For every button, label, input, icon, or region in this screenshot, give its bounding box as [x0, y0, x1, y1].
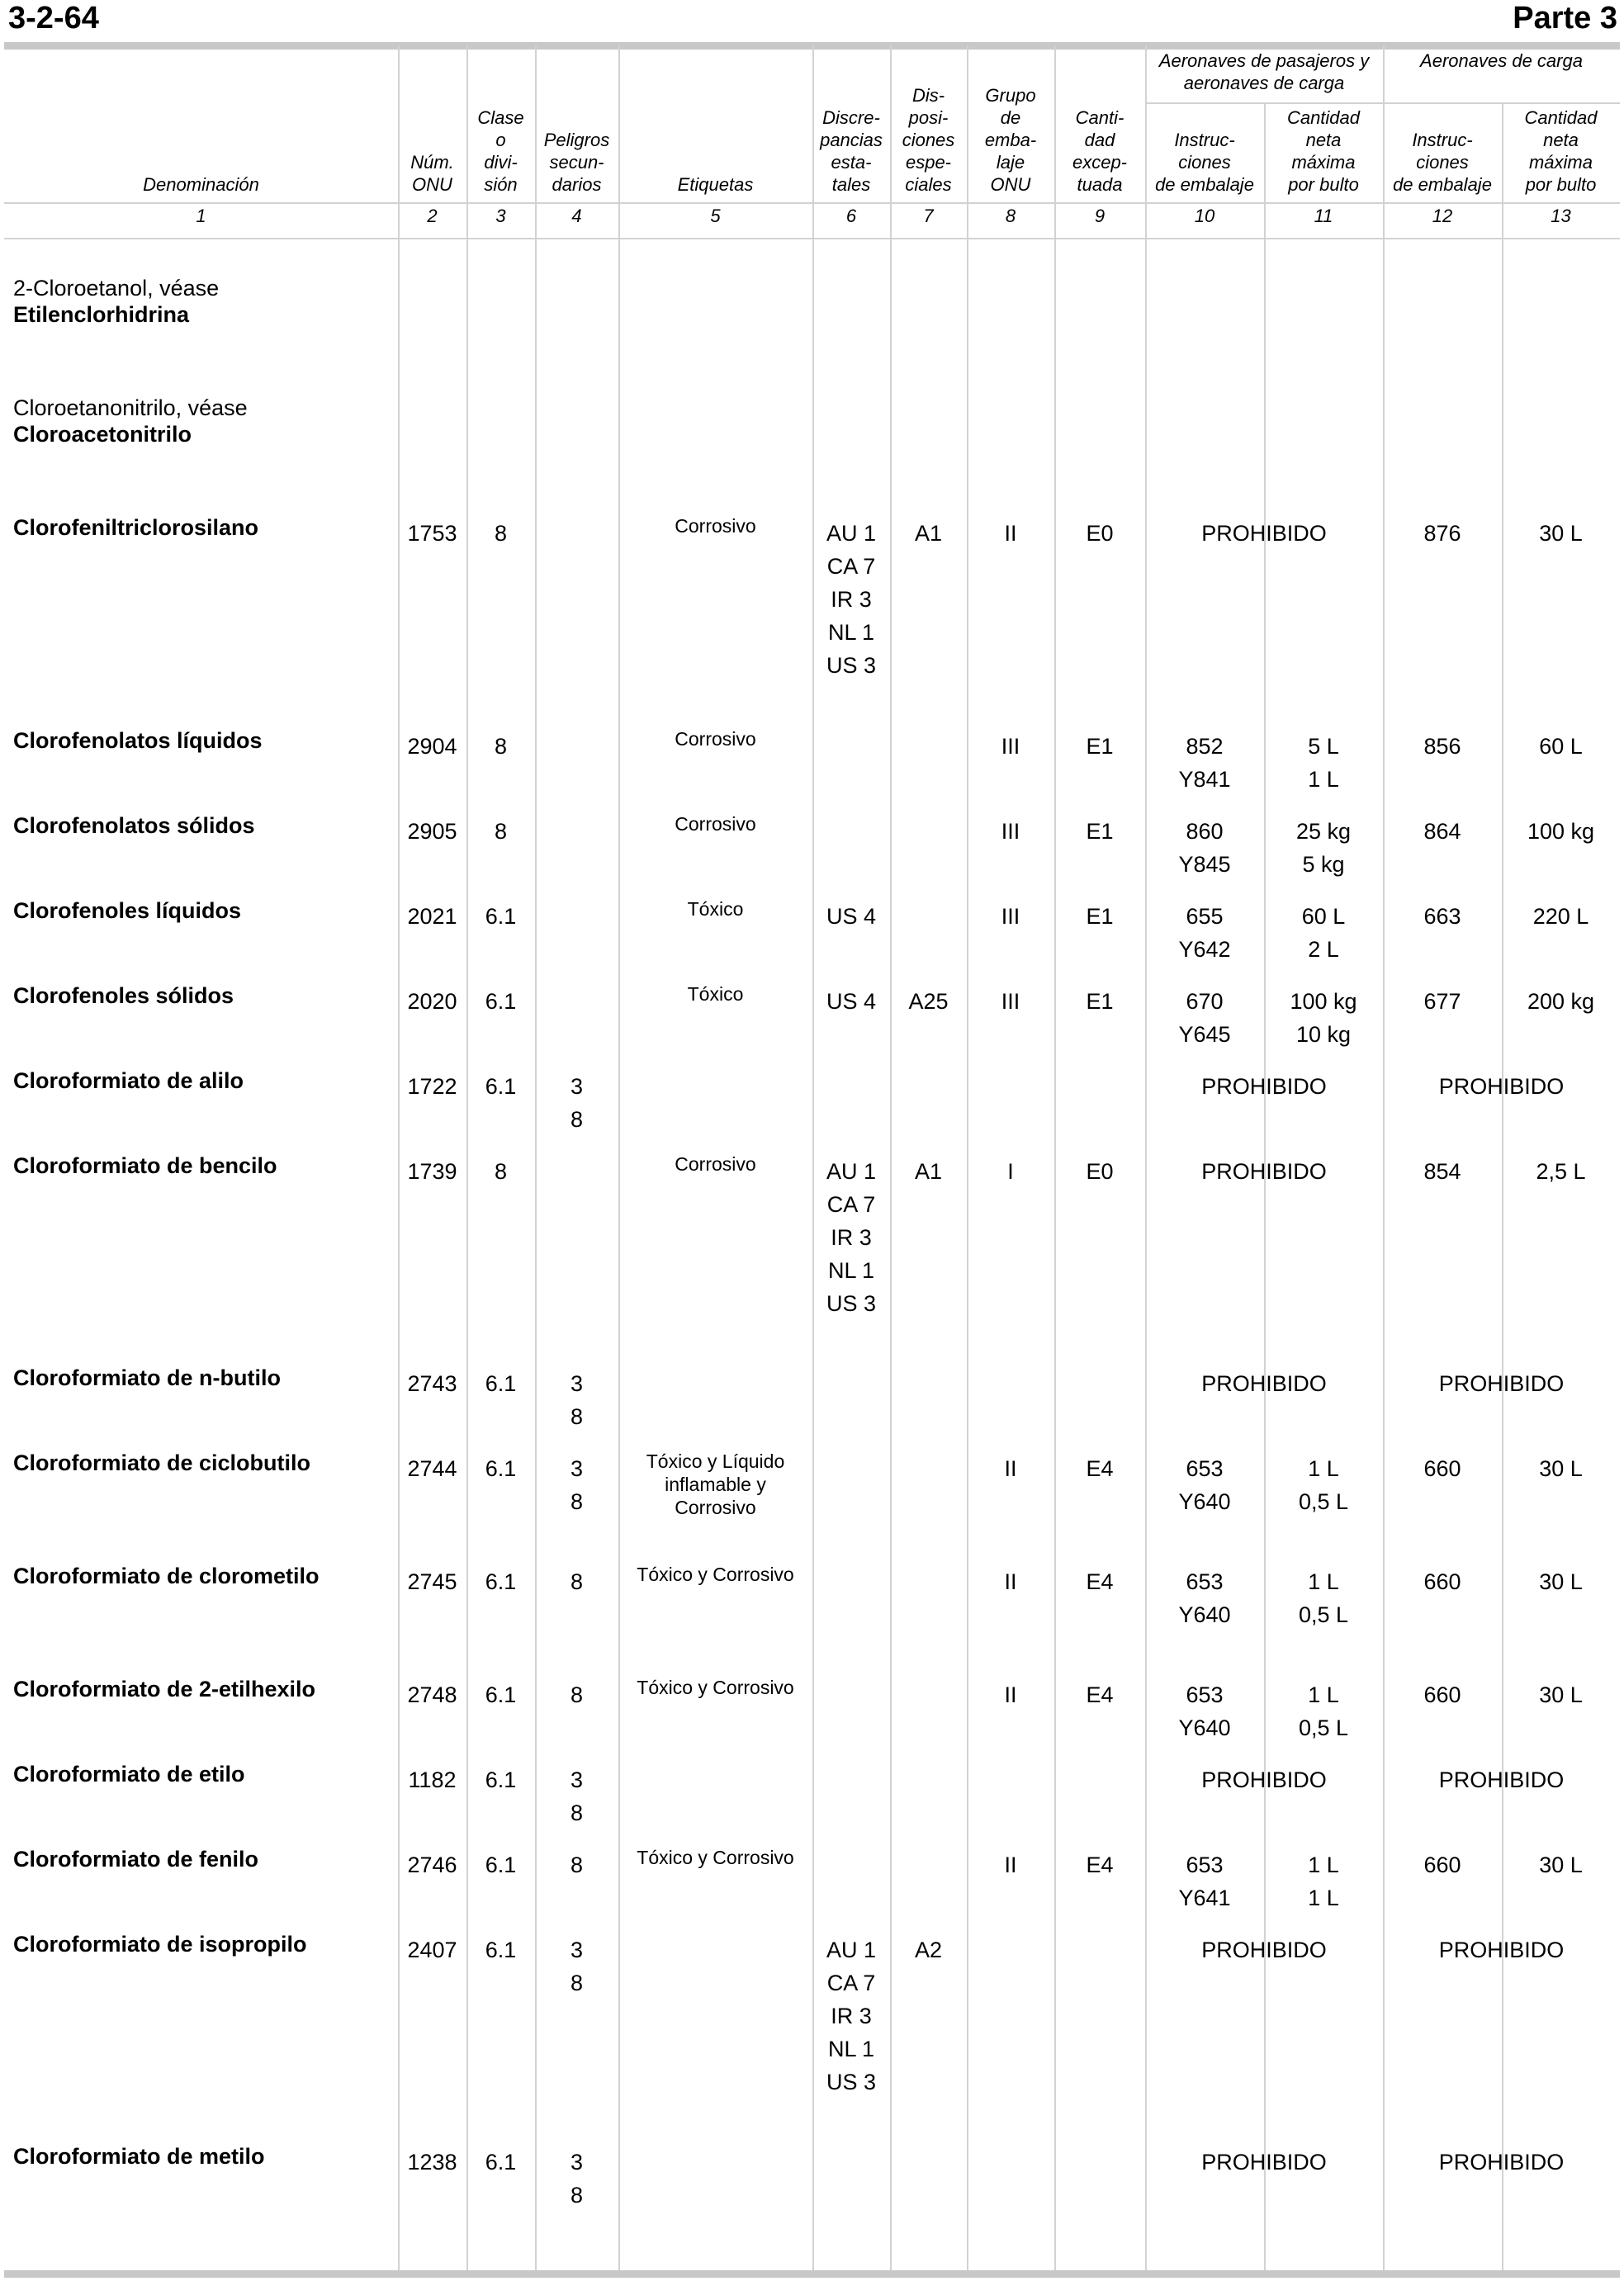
column-number-13: 13 [1551, 206, 1571, 226]
column-number-9: 9 [1094, 206, 1106, 226]
subsidiary-hazard: 3 8 [570, 1074, 584, 1132]
column-divider [618, 45, 620, 2272]
class-division: 6.1 [485, 1768, 517, 1792]
column-header-7: Dis- posi- ciones espe- ciales [902, 85, 955, 195]
cargo-packing-instruction: 856 [1423, 734, 1461, 759]
passenger-max-quantity: 25 kg 5 kg [1295, 819, 1352, 877]
column-header-1: Denominación [143, 174, 259, 195]
hazard-label: Tóxico y Líquido inflamable y Corrosivo [646, 1450, 785, 1518]
class-division: 6.1 [485, 1938, 517, 1962]
cargo-packing-instruction: 660 [1423, 1682, 1461, 1707]
cargo-prohibited: PROHIBIDO [1438, 1938, 1565, 1962]
subsidiary-hazard: 3 8 [570, 1456, 584, 1514]
packing-group: III [1001, 734, 1020, 759]
group-header-divider [1145, 102, 1620, 104]
column-header-3: Clase o divi- sión [477, 107, 524, 195]
cargo-max-quantity: 30 L [1539, 1682, 1583, 1707]
passenger-max-quantity: 60 L 2 L [1301, 904, 1346, 962]
packing-group: II [1004, 521, 1017, 546]
reference-text: 2-Cloroetanol, véase [13, 276, 220, 301]
cargo-max-quantity: 30 L [1539, 1853, 1583, 1877]
column-number-12: 12 [1432, 206, 1453, 226]
cargo-packing-instruction: 677 [1423, 989, 1461, 1014]
column-number-11: 11 [1314, 206, 1333, 226]
cargo-prohibited: PROHIBIDO [1438, 1768, 1565, 1792]
class-division: 8 [494, 1159, 508, 1184]
special-provisions: A2 [914, 1938, 943, 1962]
reference-target[interactable]: Etilenclorhidrina [13, 302, 190, 327]
passenger-max-quantity: 1 L 1 L [1308, 1853, 1339, 1910]
excepted-quantity: E1 [1086, 989, 1114, 1014]
part-title: Parte 3 [1513, 1, 1617, 35]
class-division: 8 [494, 521, 508, 546]
column-header-10: Instruc- ciones de embalaje [1155, 130, 1254, 195]
cargo-prohibited: PROHIBIDO [1438, 1371, 1565, 1396]
column-number-6: 6 [845, 206, 857, 226]
substance-name: Cloroformiato de etilo [13, 1762, 245, 1786]
column-number-8: 8 [1005, 206, 1016, 226]
reference-text: Cloroetanonitrilo, véase [13, 395, 248, 420]
un-number: 2021 [407, 904, 457, 929]
hazard-label: Corrosivo [675, 515, 756, 537]
reference-entry [13, 275, 219, 328]
un-number: 2905 [407, 819, 457, 844]
un-number: 2746 [407, 1853, 457, 1877]
un-number: 1722 [407, 1074, 457, 1099]
substance-name: Cloroformiato de 2-etilhexilo [13, 1677, 316, 1701]
subsidiary-hazard: 3 8 [570, 1768, 584, 1825]
substance-name: Cloroformiato de metilo [13, 2144, 265, 2169]
excepted-quantity: E4 [1086, 1682, 1114, 1707]
cargo-max-quantity: 30 L [1539, 1569, 1583, 1594]
substance-name: Cloroformiato de ciclobutilo [13, 1450, 311, 1475]
class-division: 8 [494, 734, 508, 759]
passenger-packing-instruction: 653 Y640 [1178, 1456, 1231, 1514]
substance-name: Cloroformiato de alilo [13, 1068, 244, 1093]
column-number-2: 2 [427, 206, 438, 226]
packing-group: II [1004, 1456, 1017, 1481]
cargo-max-quantity: 60 L [1539, 734, 1583, 759]
special-provisions: A1 [914, 1159, 943, 1184]
passenger-packing-instruction: 653 Y641 [1178, 1853, 1231, 1910]
passenger-max-quantity: 100 kg 10 kg [1290, 989, 1357, 1047]
excepted-quantity: E0 [1086, 521, 1114, 546]
cargo-max-quantity: 30 L [1539, 1456, 1583, 1481]
state-variations: AU 1 CA 7 IR 3 NL 1 US 3 [826, 1159, 877, 1316]
hazard-label: Tóxico y Corrosivo [637, 1847, 794, 1868]
excepted-quantity: E4 [1086, 1853, 1114, 1877]
passenger-max-quantity: 1 L 0,5 L [1298, 1569, 1349, 1627]
passenger-prohibited: PROHIBIDO [1201, 1371, 1327, 1396]
substance-name: Clorofenoles líquidos [13, 898, 242, 923]
cargo-packing-instruction: 864 [1423, 819, 1461, 844]
column-header-12: Instruc- ciones de embalaje [1393, 130, 1492, 195]
substance-name: Clorofenoles sólidos [13, 983, 234, 1008]
packing-group: I [1007, 1159, 1014, 1184]
bottom-rule [4, 2270, 1620, 2278]
class-division: 6.1 [485, 1456, 517, 1481]
class-division: 8 [494, 819, 508, 844]
un-number: 2020 [407, 989, 457, 1014]
subsidiary-hazard: 3 8 [570, 2150, 584, 2208]
passenger-max-quantity: 5 L 1 L [1308, 734, 1339, 792]
column-header-9: Canti- dad excep- tuada [1072, 107, 1128, 195]
cargo-packing-instruction: 854 [1423, 1159, 1461, 1184]
page-reference: 3-2-64 [8, 1, 99, 35]
excepted-quantity: E1 [1086, 819, 1114, 844]
group-header-cargo: Aeronaves de carga [1420, 50, 1583, 71]
subsidiary-hazard: 3 8 [570, 1938, 584, 1995]
class-division: 6.1 [485, 989, 517, 1014]
state-variations: AU 1 CA 7 IR 3 NL 1 US 3 [826, 521, 877, 678]
un-number: 1182 [408, 1768, 457, 1792]
cargo-max-quantity: 220 L [1532, 904, 1589, 929]
cargo-max-quantity: 200 kg [1527, 989, 1595, 1014]
column-header-11: Cantidad neta máxima por bulto [1286, 107, 1361, 195]
hazard-label: Tóxico [687, 983, 744, 1005]
column-number-1: 1 [196, 206, 206, 226]
class-division: 6.1 [485, 2150, 517, 2175]
passenger-max-quantity: 1 L 0,5 L [1298, 1456, 1349, 1514]
passenger-max-quantity: 1 L 0,5 L [1298, 1682, 1349, 1740]
substance-name: Cloroformiato de n-butilo [13, 1365, 281, 1390]
hazard-label: Tóxico y Corrosivo [637, 1677, 794, 1698]
cargo-max-quantity: 100 kg [1527, 819, 1595, 844]
passenger-prohibited: PROHIBIDO [1201, 521, 1327, 546]
substance-name: Cloroformiato de clorometilo [13, 1564, 320, 1588]
cargo-packing-instruction: 660 [1423, 1456, 1461, 1481]
header-divider [4, 238, 1620, 239]
special-provisions: A1 [914, 521, 943, 546]
packing-group: II [1004, 1569, 1017, 1594]
un-number: 2904 [407, 734, 457, 759]
class-division: 6.1 [485, 1853, 517, 1877]
packing-group: II [1004, 1853, 1017, 1877]
column-header-2: Núm. ONU [410, 152, 454, 195]
un-number: 2745 [407, 1569, 457, 1594]
substance-name: Clorofenolatos líquidos [13, 728, 263, 753]
passenger-packing-instruction: 670 Y645 [1178, 989, 1231, 1047]
column-header-8: Grupo de emba- laje ONU [984, 85, 1037, 195]
cargo-packing-instruction: 660 [1423, 1569, 1461, 1594]
hazard-label: Tóxico [687, 898, 744, 920]
cargo-packing-instruction: 660 [1423, 1853, 1461, 1877]
class-division: 6.1 [485, 1074, 517, 1099]
subsidiary-hazard: 8 [570, 1853, 584, 1877]
excepted-quantity: E4 [1086, 1456, 1114, 1481]
cargo-max-quantity: 30 L [1539, 521, 1583, 546]
class-division: 6.1 [485, 1682, 517, 1707]
excepted-quantity: E1 [1086, 734, 1114, 759]
column-header-13: Cantidad neta máxima por bulto [1524, 107, 1598, 195]
packing-group: III [1001, 989, 1020, 1014]
subsidiary-hazard: 3 8 [570, 1371, 584, 1429]
column-number-5: 5 [710, 206, 721, 226]
un-number: 1739 [407, 1159, 457, 1184]
un-number: 2743 [407, 1371, 457, 1396]
state-variations: US 4 [826, 989, 877, 1014]
un-number: 1753 [407, 521, 457, 546]
substance-name: Cloroformiato de bencilo [13, 1153, 277, 1178]
class-division: 6.1 [485, 904, 517, 929]
excepted-quantity: E1 [1086, 904, 1114, 929]
passenger-prohibited: PROHIBIDO [1201, 1768, 1327, 1792]
substance-name: Clorofenolatos sólidos [13, 813, 255, 838]
cargo-prohibited: PROHIBIDO [1438, 1074, 1565, 1099]
substance-name: Cloroformiato de fenilo [13, 1847, 258, 1872]
column-header-5: Etiquetas [677, 174, 754, 195]
subsidiary-hazard: 8 [570, 1682, 584, 1707]
excepted-quantity: E0 [1086, 1159, 1114, 1184]
reference-entry [13, 395, 248, 447]
passenger-packing-instruction: 852 Y841 [1178, 734, 1231, 792]
subsidiary-hazard: 8 [570, 1569, 584, 1594]
passenger-prohibited: PROHIBIDO [1201, 1159, 1327, 1184]
excepted-quantity: E4 [1086, 1569, 1114, 1594]
class-division: 6.1 [485, 1569, 517, 1594]
hazard-label: Corrosivo [675, 813, 756, 835]
group-header-passenger: Aeronaves de pasajeros y aeronaves de carga [1158, 50, 1370, 93]
passenger-packing-instruction: 860 Y845 [1178, 819, 1231, 877]
passenger-packing-instruction: 653 Y640 [1178, 1682, 1231, 1740]
reference-target[interactable]: Cloroacetonitrilo [13, 422, 192, 447]
hazard-label: Tóxico y Corrosivo [637, 1564, 794, 1585]
special-provisions: A25 [908, 989, 949, 1014]
packing-group: III [1001, 819, 1020, 844]
passenger-prohibited: PROHIBIDO [1201, 1938, 1327, 1962]
hazard-label: Corrosivo [675, 728, 756, 750]
packing-group: II [1004, 1682, 1017, 1707]
substance-name: Cloroformiato de isopropilo [13, 1932, 307, 1957]
column-number-10: 10 [1194, 206, 1215, 226]
cargo-prohibited: PROHIBIDO [1438, 2150, 1565, 2175]
column-number-7: 7 [923, 206, 934, 226]
cargo-packing-instruction: 876 [1423, 521, 1461, 546]
column-header-4: Peligros secun- darios [543, 130, 610, 195]
state-variations: US 4 [826, 904, 877, 929]
packing-group: III [1001, 904, 1020, 929]
passenger-packing-instruction: 655 Y642 [1178, 904, 1231, 962]
header-divider [4, 202, 1620, 204]
state-variations: AU 1 CA 7 IR 3 NL 1 US 3 [826, 1938, 877, 2094]
passenger-prohibited: PROHIBIDO [1201, 2150, 1327, 2175]
column-number-4: 4 [571, 206, 582, 226]
substance-name: Clorofeniltriclorosilano [13, 515, 259, 540]
column-header-6: Discre- pancias esta- tales [820, 107, 883, 195]
cargo-packing-instruction: 663 [1423, 904, 1461, 929]
un-number: 1238 [407, 2150, 457, 2175]
un-number: 2744 [407, 1456, 457, 1481]
hazard-label: Corrosivo [675, 1153, 756, 1175]
column-number-3: 3 [495, 206, 506, 226]
passenger-packing-instruction: 653 Y640 [1178, 1569, 1231, 1627]
passenger-prohibited: PROHIBIDO [1201, 1074, 1327, 1099]
un-number: 2748 [407, 1682, 457, 1707]
cargo-max-quantity: 2,5 L [1536, 1159, 1586, 1184]
class-division: 6.1 [485, 1371, 517, 1396]
un-number: 2407 [407, 1938, 457, 1962]
